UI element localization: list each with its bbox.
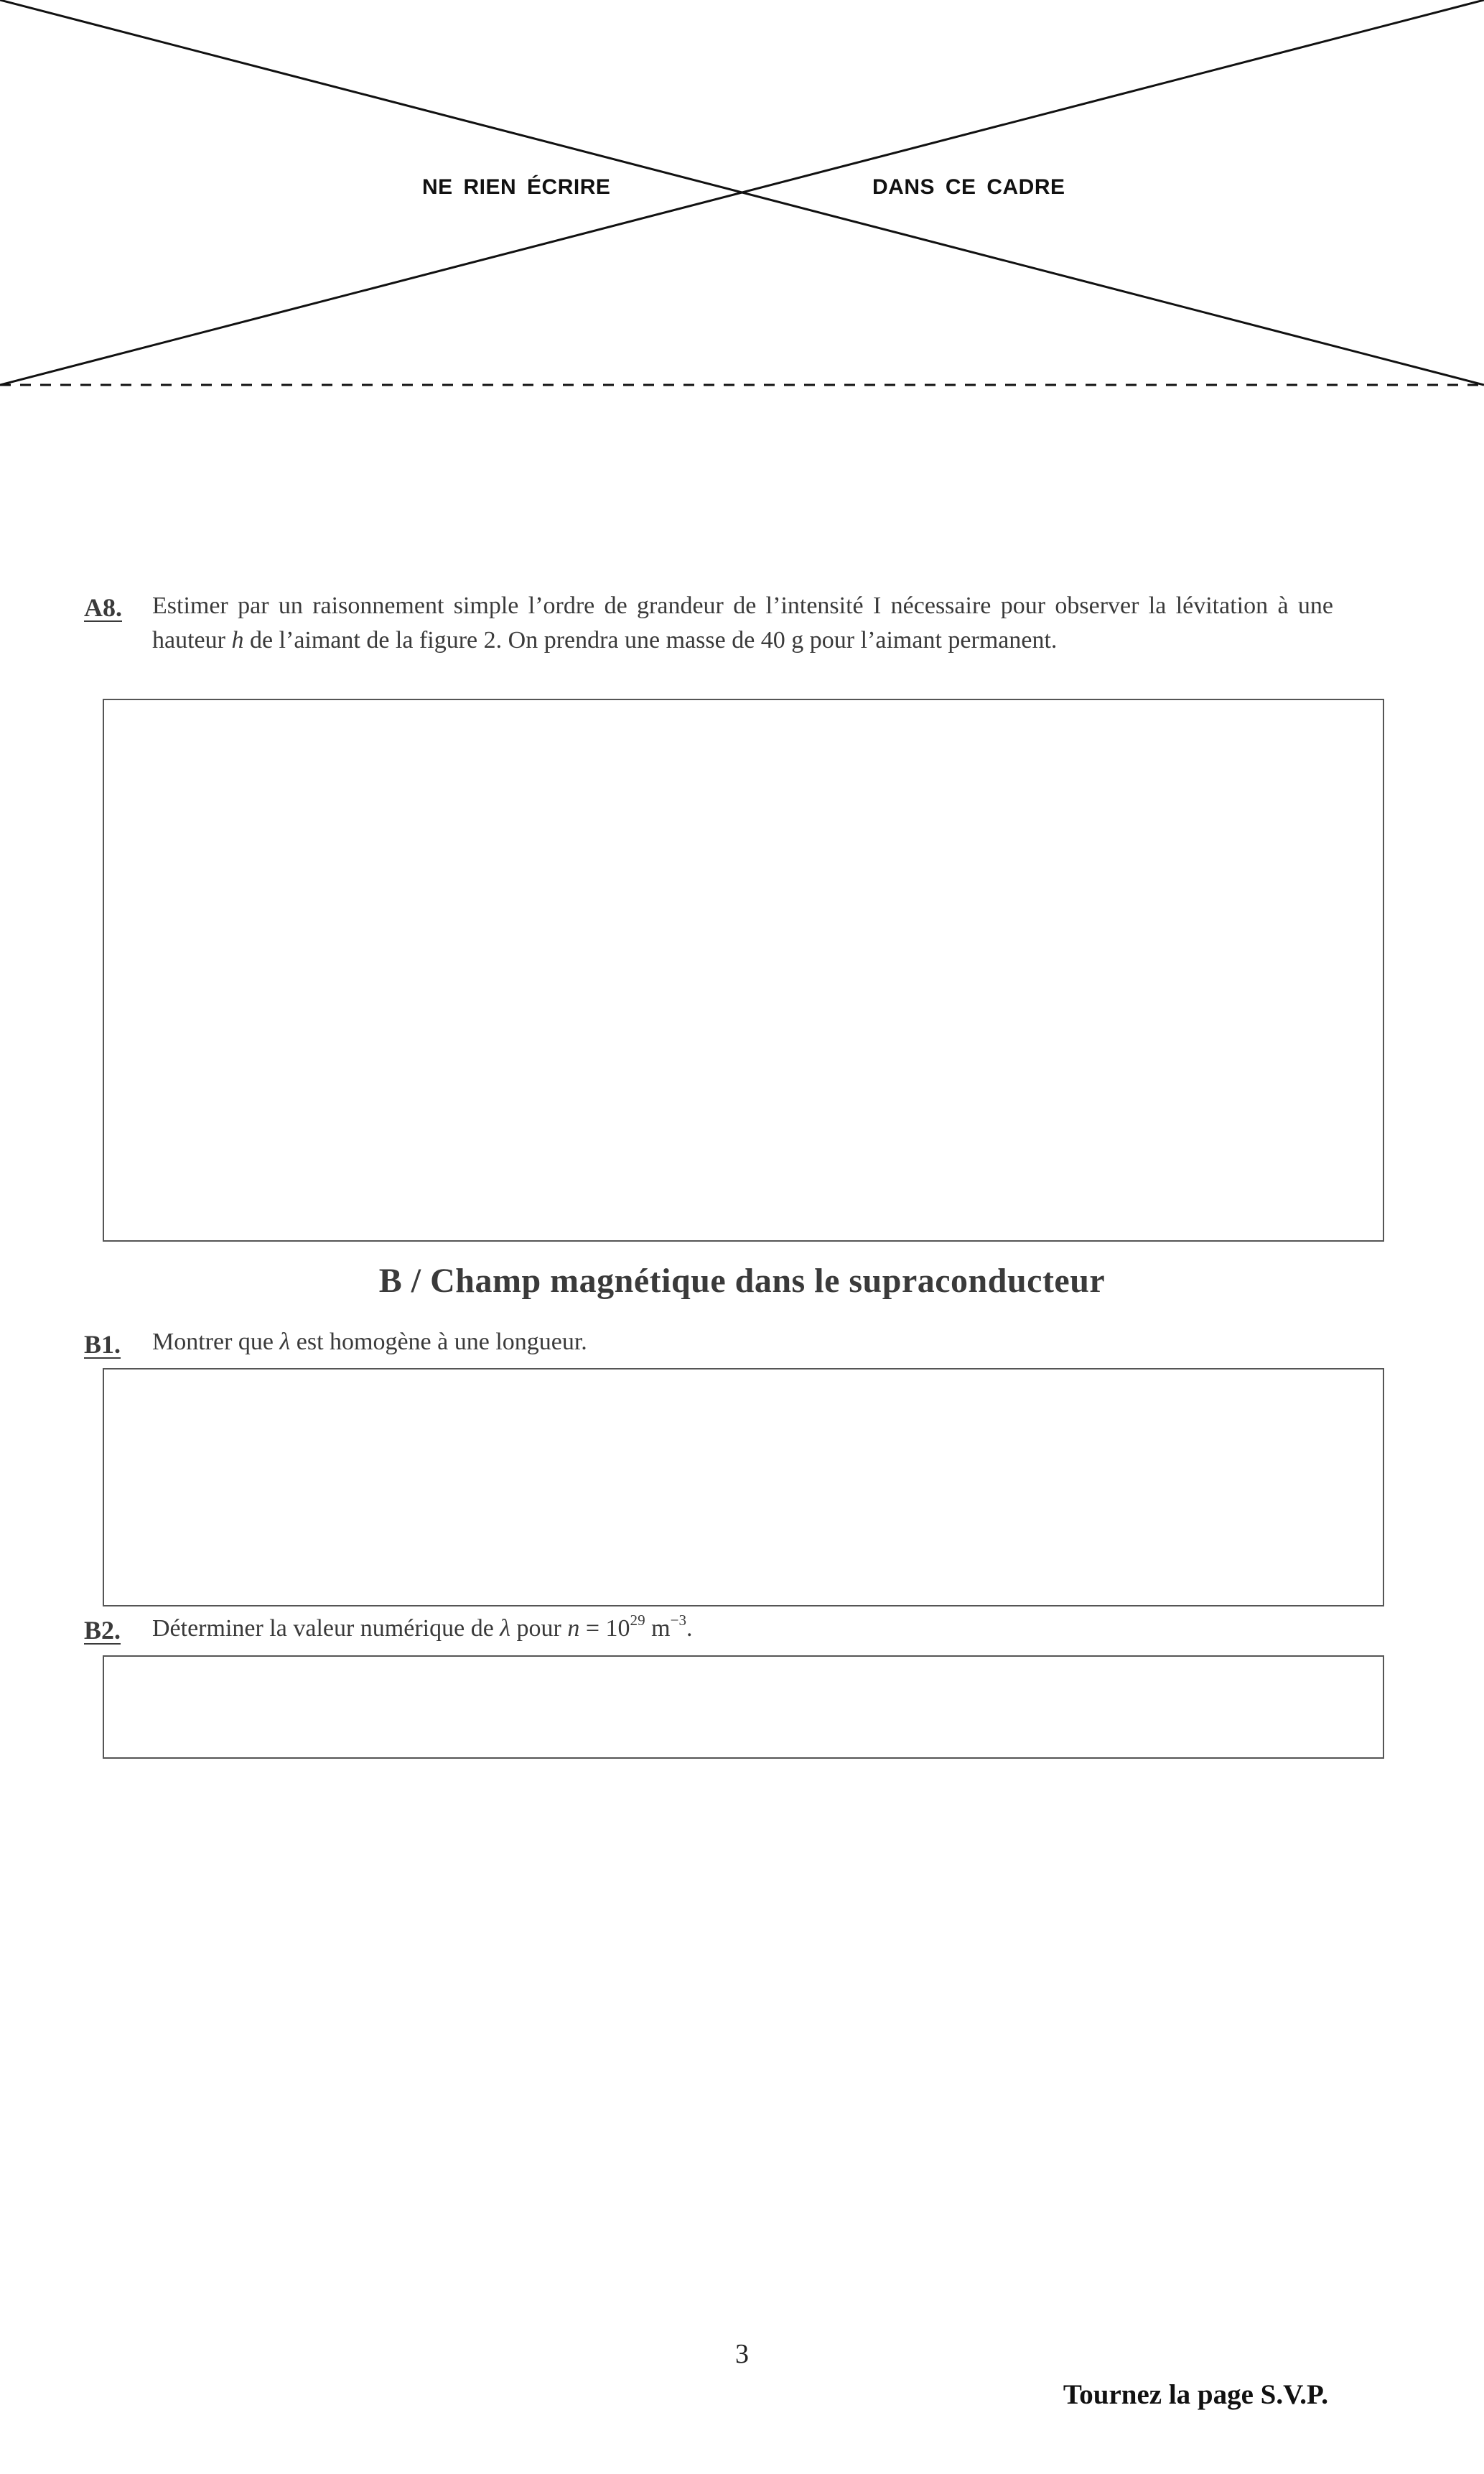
header-left-text: NE RIEN ÉCRIRE (422, 175, 611, 199)
section-title-b: B / Champ magnétique dans le supraconducteur (378, 1262, 1106, 1300)
question-text-b1: Montrer que λ est homogène à une longueur. (152, 1329, 587, 1355)
question-text-b2: Déterminer la valeur numérique de λ pour $n = 10^{29}$ $m^{-3}$. (152, 1611, 693, 1642)
header-right-text: DANS CE CADRE (872, 175, 1065, 199)
no-write-zone-cross (0, 0, 1484, 391)
question-label-b1: B1. (84, 1330, 121, 1359)
answer-box-a8[interactable] (103, 699, 1384, 1242)
question-text-a8: Estimer par un raisonnement simple l’ordre de grandeur de l’intensité I nécessaire pour observer la lévitation à une hauteur h de l’aimant de la figure 2. On prendra une masse de 40 g pour l’aimant permanent. (152, 592, 1333, 654)
answer-box-b2[interactable] (103, 1655, 1384, 1759)
answer-box-b1[interactable] (103, 1368, 1384, 1606)
question-label-a8: A8. (84, 593, 122, 622)
page-number: 3 (735, 2339, 749, 2369)
turn-page-note: Tournez la page S.V.P. (1063, 2379, 1328, 2410)
question-label-b2: B2. (84, 1616, 121, 1645)
